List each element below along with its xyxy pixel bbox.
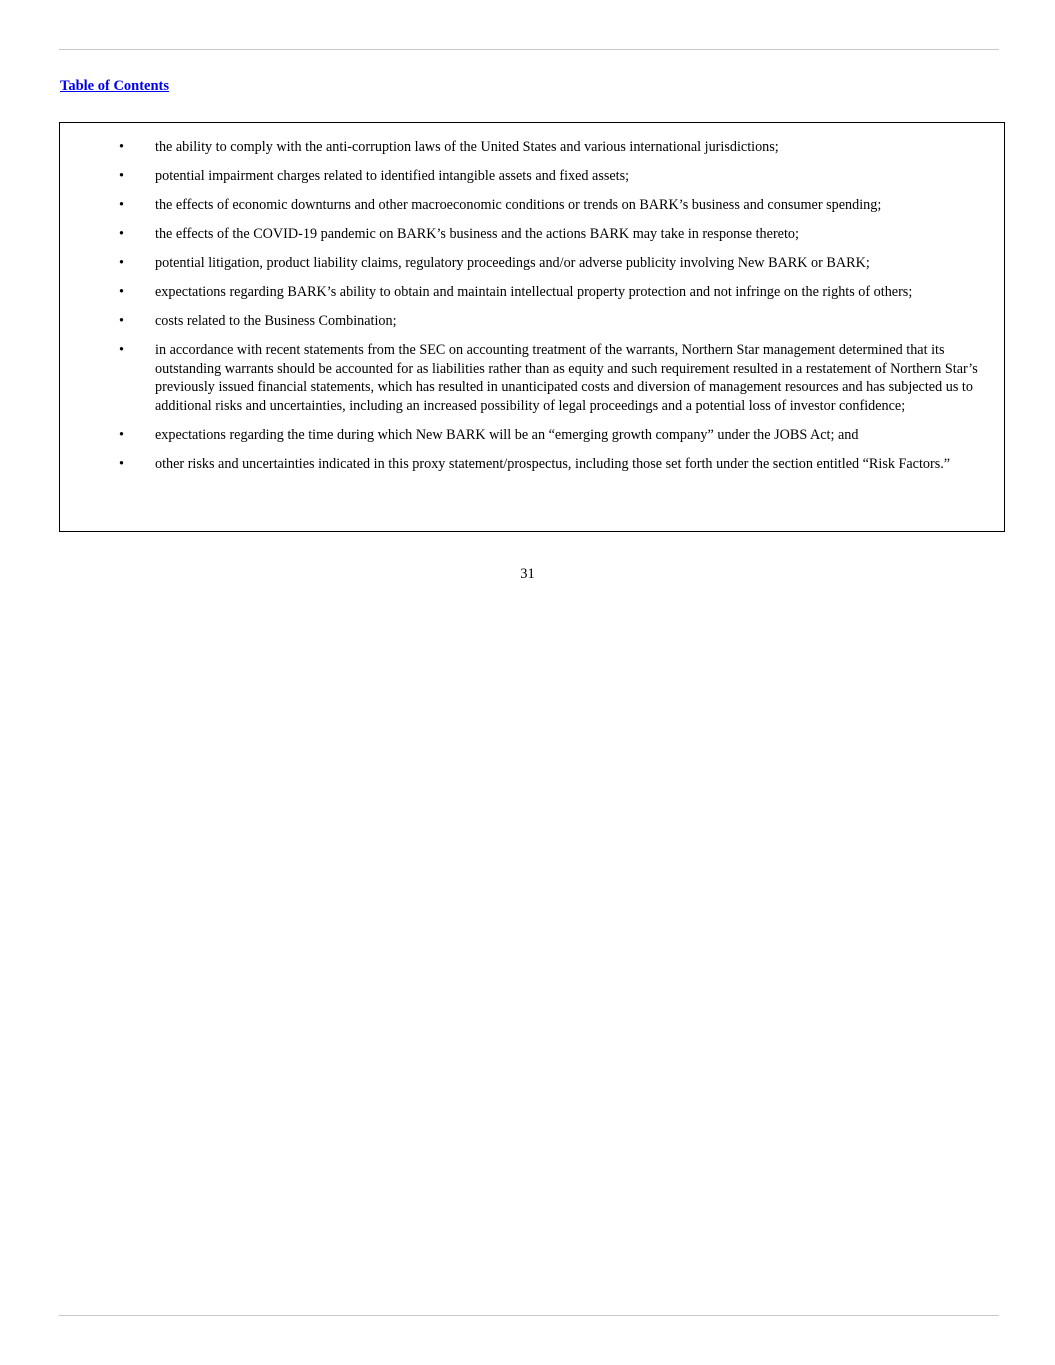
list-item bbox=[60, 283, 1004, 302]
table-of-contents-link[interactable]: Table of Contents bbox=[60, 78, 170, 94]
list-item bbox=[60, 138, 1004, 157]
list-item bbox=[60, 341, 1004, 415]
bullet-icon: • bbox=[119, 197, 124, 213]
bullet-icon: • bbox=[119, 455, 124, 472]
bullet-icon: • bbox=[119, 284, 124, 300]
bullet-icon: • bbox=[119, 313, 124, 329]
list-item-text: other risks and uncertainties indicated in this proxy statement/prospectus, including those set forth under the section entitled “Risk Factors.” bbox=[155, 455, 951, 472]
risk-factors-box bbox=[59, 122, 1005, 532]
list-item bbox=[60, 455, 1004, 474]
bullet-icon: • bbox=[119, 255, 124, 271]
list-item-text: costs related to the Business Combination; bbox=[155, 313, 397, 329]
bullet-icon: • bbox=[119, 426, 124, 443]
list-item-text: expectations regarding BARK’s ability to obtain and maintain intellectual property protection and not infringe on the rights of others; bbox=[155, 284, 913, 300]
list-item-text: the effects of the COVID-19 pandemic on BARK’s business and the actions BARK may take in response thereto; bbox=[155, 226, 799, 242]
bullet-icon: • bbox=[119, 342, 124, 358]
bullet-icon: • bbox=[119, 168, 124, 184]
list-item bbox=[60, 312, 1004, 331]
list-item bbox=[60, 254, 1004, 273]
top-divider bbox=[59, 49, 999, 50]
list-item-text: potential impairment charges related to identified intangible assets and fixed assets; bbox=[155, 168, 630, 184]
list-item-text: in accordance with recent statements from the SEC on accounting treatment of the warrants, Northern Star management determined that its outstanding warrants should be accounted for as liabilities rather than as equity and such requirement resulted in a restatement of Northern Star’s previously issued financial statements, which has resulted in unanticipated costs and diversion of management resources and has subjected us to additional risks and uncertainties, including an increased possibility of legal proceedings and a potential loss of investor confidence; bbox=[155, 342, 978, 414]
list-item bbox=[60, 167, 1004, 186]
bullet-icon: • bbox=[119, 139, 124, 155]
list-item-text: potential litigation, product liability claims, regulatory proceedings and/or adverse publicity involving New BARK or BARK; bbox=[155, 255, 870, 271]
list-item bbox=[60, 426, 1004, 445]
list-item-text: the ability to comply with the anti-corruption laws of the United States and various international jurisdictions; bbox=[155, 139, 779, 155]
list-item bbox=[60, 225, 1004, 244]
list-item-text: the effects of economic downturns and other macroeconomic conditions or trends on BARK’s business and consumer spending; bbox=[155, 197, 882, 213]
risk-bullet-list bbox=[60, 138, 1004, 484]
page-number: 31 bbox=[520, 566, 535, 582]
bottom-divider bbox=[59, 1315, 999, 1316]
list-item bbox=[60, 196, 1004, 215]
bullet-icon: • bbox=[119, 226, 124, 242]
list-item-text: expectations regarding the time during which New BARK will be an “emerging growth company” under the JOBS Act; and bbox=[155, 426, 859, 443]
